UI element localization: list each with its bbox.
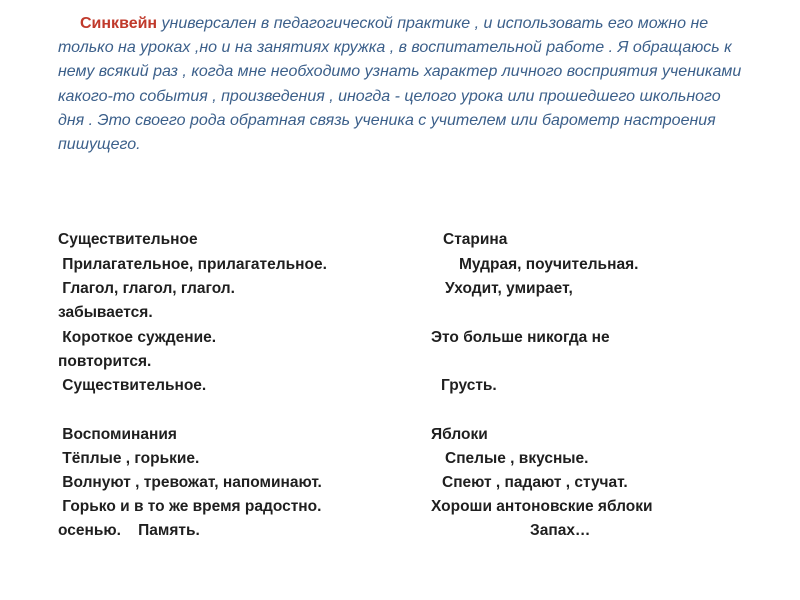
intro-text: универсален в педагогической практике , и использовать его можно не только на уроках ,но и на занятиях кружка , в воспитательной работе . Я обращаюсь к нему всякий раз , когда мне необходимо узнать характер личного восприятия учениками какого-то события , произведения , иногда - целого урока или прошедшего школьного дня . Это своего рода обратная связь ученика с учителем или барометр настроения пишущего. — [58, 15, 742, 154]
example3-line-1: Яблоки — [431, 426, 488, 443]
wrapped-word-1: забывается. — [58, 304, 153, 321]
scheme-line-2: Прилагательное, прилагательное. — [58, 256, 327, 273]
example1-line-4: Это больше никогда не — [431, 329, 610, 346]
example2-line-3: Волнуют , тревожат, напоминают. — [58, 474, 322, 491]
intro-paragraph — [58, 12, 748, 157]
wrapped-word-2: повторится. — [58, 353, 152, 370]
scheme-line-5: Существительное. — [58, 377, 207, 394]
example3-line-3: Спеют , падают , стучат. — [442, 474, 628, 491]
example1-line-2: Мудрая, поучительная. — [459, 256, 639, 273]
example3-line-5: Запах… — [530, 522, 591, 539]
scheme-line-4: Короткое суждение. — [58, 329, 217, 346]
example1-line-3: Уходит, умирает, — [445, 280, 573, 297]
example1-line-1: Старина — [443, 231, 508, 248]
example1-line-5: Грусть. — [441, 377, 497, 394]
example3-line-2: Спелые , вкусные. — [445, 450, 589, 467]
example2-line-2: Тёплые , горькие. — [58, 450, 200, 467]
example2-line-5: осенью. Память. — [58, 522, 200, 539]
scheme-line-1: Существительное — [58, 231, 198, 248]
scheme-line-3: Глагол, глагол, глагол. — [58, 280, 235, 297]
example3-line-4: Хороши антоновские яблоки — [431, 498, 653, 515]
example2-line-1: Воспоминания — [58, 426, 177, 443]
example2-line-4: Горько и в то же время радостно. — [58, 498, 322, 515]
intro-term: Синквейн — [80, 15, 158, 32]
